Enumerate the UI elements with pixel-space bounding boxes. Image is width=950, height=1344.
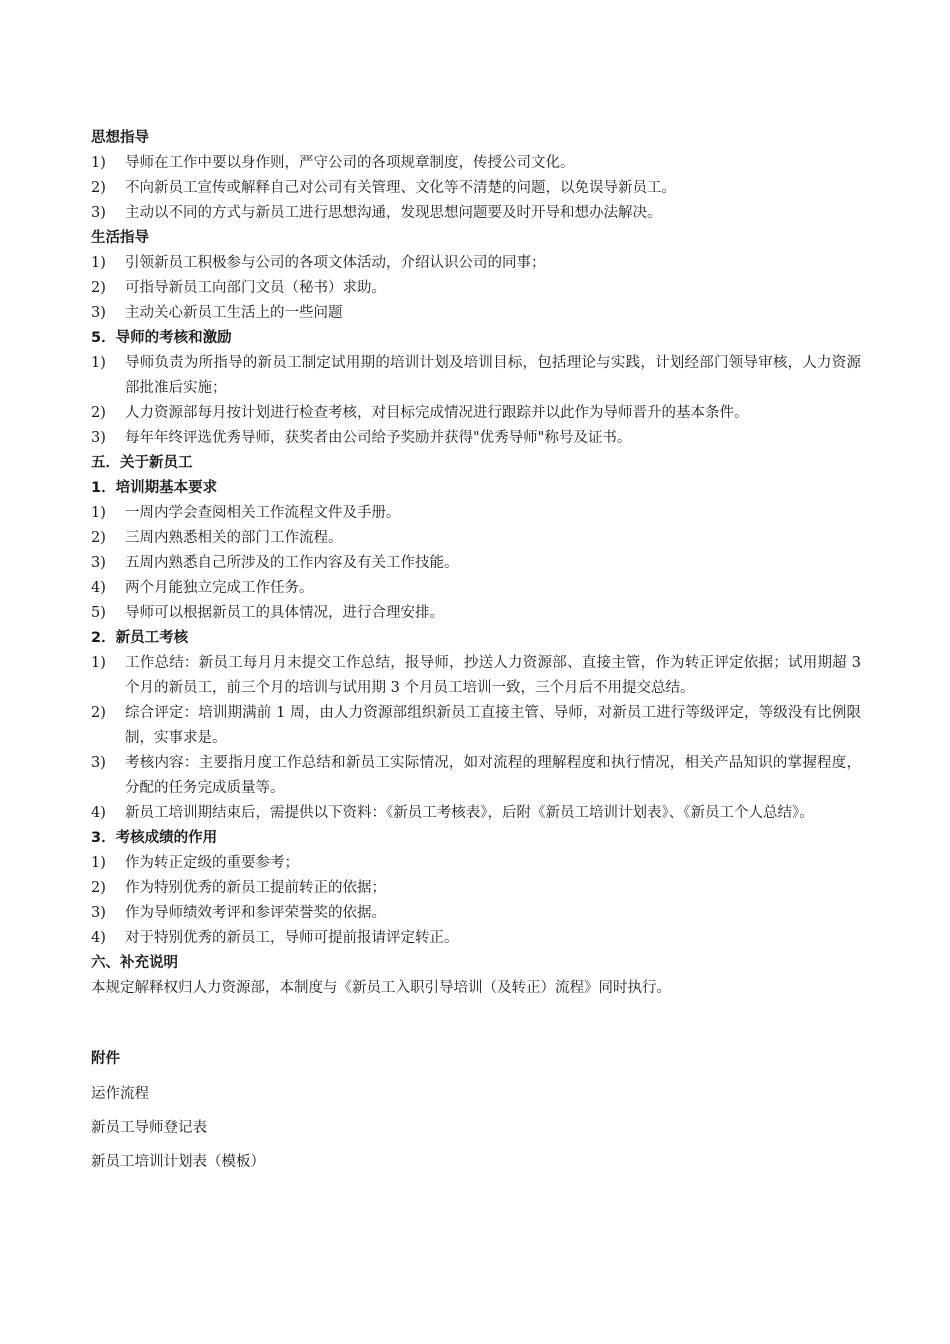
item-number: 4)	[91, 930, 106, 946]
section-heading-ideology: 思想指导	[91, 130, 149, 146]
document-page	[91, 126, 861, 1184]
item-number: 4)	[91, 805, 106, 821]
item-number: 3)	[91, 305, 106, 321]
section-heading-training-requirements: 1．培训期基本要求	[91, 480, 218, 496]
item-text: 人力资源部每月按计划进行检查考核，对目标完成情况进行跟踪并以此作为导师晋升的基本条件。	[125, 405, 749, 421]
item-number: 5)	[91, 605, 106, 621]
item-number: 2)	[91, 180, 106, 196]
list-item	[91, 801, 861, 826]
list-item	[91, 651, 861, 701]
item-text: 可指导新员工向部门文员（秘书）求助。	[125, 280, 386, 296]
attachments-heading: 附件	[91, 1051, 120, 1067]
item-text: 每年年终评选优秀导师，获奖者由公司给予奖励并获得"优秀导师"称号及证书。	[125, 430, 632, 446]
item-number: 3)	[91, 755, 106, 771]
list-item	[91, 351, 861, 401]
list-item	[91, 301, 861, 326]
list-item	[91, 526, 861, 551]
item-text: 五周内熟悉自己所涉及的工作内容及有关工作技能。	[125, 555, 459, 571]
item-number: 3)	[91, 905, 106, 921]
item-number: 3)	[91, 430, 106, 446]
item-text: 作为特别优秀的新员工提前转正的依据；	[125, 880, 386, 896]
list-item	[91, 576, 861, 601]
list-item	[91, 701, 861, 751]
attachment-item: 新员工培训计划表（模板）	[91, 1154, 265, 1170]
item-text: 主动以不同的方式与新员工进行思想沟通，发现思想问题要及时开导和想办法解决。	[125, 205, 662, 221]
item-text: 考核内容：主要指月度工作总结和新员工实际情况，如对流程的理解程度和执行情况，相关产品知识的掌握程度，分配的任务完成质量等。	[125, 755, 861, 796]
list-item	[91, 876, 861, 901]
supplement-paragraph: 本规定解释权归人力资源部，本制度与《新员工入职引导培训（及转正）流程》同时执行。	[91, 980, 671, 996]
list-item	[91, 401, 861, 426]
section-heading-life: 生活指导	[91, 230, 149, 246]
item-text: 两个月能独立完成工作任务。	[125, 580, 314, 596]
item-number: 3)	[91, 555, 106, 571]
list-item	[91, 501, 861, 526]
item-text: 引领新员工积极参与公司的各项文体活动，介绍认识公司的同事；	[125, 255, 546, 271]
list-item	[91, 901, 861, 926]
item-text: 作为转正定级的重要参考；	[125, 855, 299, 871]
item-text: 导师负责为所指导的新员工制定试用期的培训计划及培训目标，包括理论与实践，计划经部门领导审核，人力资源部批准后实施；	[125, 355, 861, 396]
item-text: 新员工培训期结束后，需提供以下资料：《新员工考核表》，后附《新员工培训计划表》、《新员工个人总结》。	[125, 805, 814, 821]
item-text: 导师可以根据新员工的具体情况，进行合理安排。	[125, 605, 444, 621]
list-item	[91, 601, 861, 626]
item-text: 一周内学会查阅相关工作流程文件及手册。	[125, 505, 401, 521]
item-number: 1)	[91, 505, 106, 521]
list-item	[91, 926, 861, 951]
section-heading-assessment-use: 3．考核成绩的作用	[91, 830, 218, 846]
item-number: 1)	[91, 255, 106, 271]
attachment-item: 运作流程	[91, 1086, 149, 1102]
item-number: 2)	[91, 280, 106, 296]
list-item	[91, 751, 861, 801]
item-text: 工作总结：新员工每月月末提交工作总结，报导师，抄送人力资源部、直接主管，作为转正评定依据；试用期超 3 个月的新员工，前三个月的培训与试用期 3 个月员工培训一致，三个月后不用提交总结。	[125, 655, 861, 696]
item-number: 3)	[91, 205, 106, 221]
section-heading-supplement: 六、补充说明	[91, 955, 178, 971]
attachment-item: 新员工导师登记表	[91, 1120, 207, 1136]
item-text: 主动关心新员工生活上的一些问题	[125, 305, 343, 321]
section-heading-employee-assessment: 2．新员工考核	[91, 630, 189, 646]
list-item	[91, 201, 861, 226]
list-item	[91, 176, 861, 201]
item-number: 2)	[91, 405, 106, 421]
item-text: 不向新员工宣传或解释自己对公司有关管理、文化等不清楚的问题，以免误导新员工。	[125, 180, 676, 196]
section-heading-new-employee: 五．关于新员工	[91, 455, 193, 471]
item-text: 对于特别优秀的新员工，导师可提前报请评定转正。	[125, 930, 459, 946]
item-number: 4)	[91, 580, 106, 596]
item-text: 导师在工作中要以身作则，严守公司的各项规章制度，传授公司文化。	[125, 155, 575, 171]
item-number: 1)	[91, 655, 106, 671]
item-number: 1)	[91, 155, 106, 171]
item-number: 1)	[91, 855, 106, 871]
item-text: 作为导师绩效考评和参评荣誉奖的依据。	[125, 905, 386, 921]
item-number: 1)	[91, 355, 106, 371]
list-item	[91, 276, 861, 301]
item-number: 2)	[91, 880, 106, 896]
list-item	[91, 551, 861, 576]
list-item	[91, 251, 861, 276]
section-heading-mentor-assessment: 5．导师的考核和激励	[91, 330, 232, 346]
item-text: 三周内熟悉相关的部门工作流程。	[125, 530, 343, 546]
list-item	[91, 426, 861, 451]
list-item	[91, 851, 861, 876]
list-item	[91, 151, 861, 176]
item-number: 2)	[91, 530, 106, 546]
item-text: 综合评定：培训期满前 1 周，由人力资源部组织新员工直接主管、导师，对新员工进行等级评定，等级没有比例限制，实事求是。	[125, 705, 861, 746]
item-number: 2)	[91, 705, 106, 721]
